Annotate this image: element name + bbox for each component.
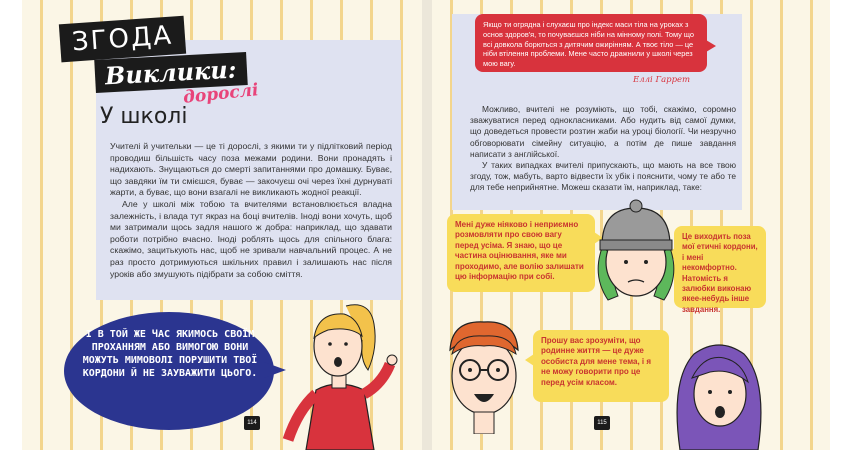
left-body-text bbox=[110, 141, 392, 280]
blue-bubble-text: І В ТОЙ ЖЕ ЧАС ЯКИМОСЬ СВОЇМ ПРОХАННЯМ АБО ВИМОГОЮ ВОНИ МОЖУТЬ МИМОВОЛІ ПОРУШИТИ ТВОЇ КОРДОНИ Й НЕ ЗАУВАЖИТИ ЦЬОГО. bbox=[82, 329, 258, 379]
title-dorosli: дорослі bbox=[182, 80, 260, 108]
yellow-bubble-3: Прошу вас зрозуміти, що родинне життя — це дуже особиста для мене тема, і я не можу говорити про це перед усім класом. bbox=[533, 330, 669, 402]
yellow-bubble-2: Це виходить поза мої етичні кордони, і мені некомфортно. Натомість я залюбки виконаю якее-небудь інше завдання. bbox=[674, 226, 766, 308]
left-paragraph-1: Учителі й учительки — це ті дорослі, з якими ти у підлітковий період проводиш більшість часу поза межами родини. Вони пронадять і надихають. Знущаються до смерті запитаннями про домашку. Буває, що завдяки їм ти смієшся, буває — закочуєш очі через їхні дурнуваті жарти, а буває, що вони взагалі не викликають жодної реакції. bbox=[110, 141, 392, 198]
yellow-bubble-1: Мені дуже ніяково і неприємно розмовляти про свою вагу перед усіма. Я знаю, що це частина оцінювання, яке ми проходимо, але волію залишати цю інформацію при собі. bbox=[447, 214, 595, 292]
blue-speech-bubble bbox=[64, 312, 274, 430]
page-number-left: 114 bbox=[244, 416, 260, 430]
title-zgoda: ЗГОДА bbox=[59, 16, 186, 63]
purple-hair-character-illustration bbox=[664, 330, 774, 450]
right-paragraph-1: Можливо, вчителі не розуміють, що тобі, скажімо, соромно зважуватися перед однокласниками. Або нудить від самої думки, що доведеться провести розтин жаби на уроці біології. Чи незручно обговорювати сімейну ситуацію, а потім де пише завдання написати з англійської. bbox=[470, 104, 736, 159]
quote-author: Еллі Гаррет bbox=[633, 75, 691, 85]
title-vyklyky: Виклики: bbox=[94, 52, 247, 93]
page-number-right: 115 bbox=[594, 416, 610, 430]
glasses-character-illustration bbox=[434, 314, 534, 434]
section-heading: У школі bbox=[100, 104, 188, 129]
left-paragraph-2: Але у школі між тобою та вчителями встановлюється владна залежність, і влада тут якраз на боці вчителів. Іноді вони хочуть, щоб ми затримали щось задля нашого ж добра: наприклад, що здавати роботи потрібно вчасно. Іноді роблять щось для спільного блага: скажімо, зацитькують нас, щоб не зривали навчальний процес. А не раз просто дотримуються шкільних правил і залишають нас після уроків або змушують підібрати за собою сміття. bbox=[110, 198, 392, 279]
right-body-text bbox=[470, 104, 736, 194]
right-paragraph-2: У таких випадках вчителі припускають, що мають на все твою згоду, тож, мабуть, варто відвести їх убік і пояснити, чому те або те для тебе неприйнятне. Можеш сказати їм, наприклад, таке: bbox=[470, 160, 736, 193]
quote-box: Якщо ти огрядна і слухаєш про індекс маси тіла на уроках з основ здоров'я, то почуваєшся ніби на мінному полі. Тому що всі довкола борються з дитячим ожирінням. А твоє тіло — це ніби втілення проблеми. Мене часто дражнили у школі через мою вагу. bbox=[475, 14, 707, 72]
beanie-character-illustration bbox=[588, 196, 684, 308]
girl-illustration bbox=[278, 290, 428, 450]
